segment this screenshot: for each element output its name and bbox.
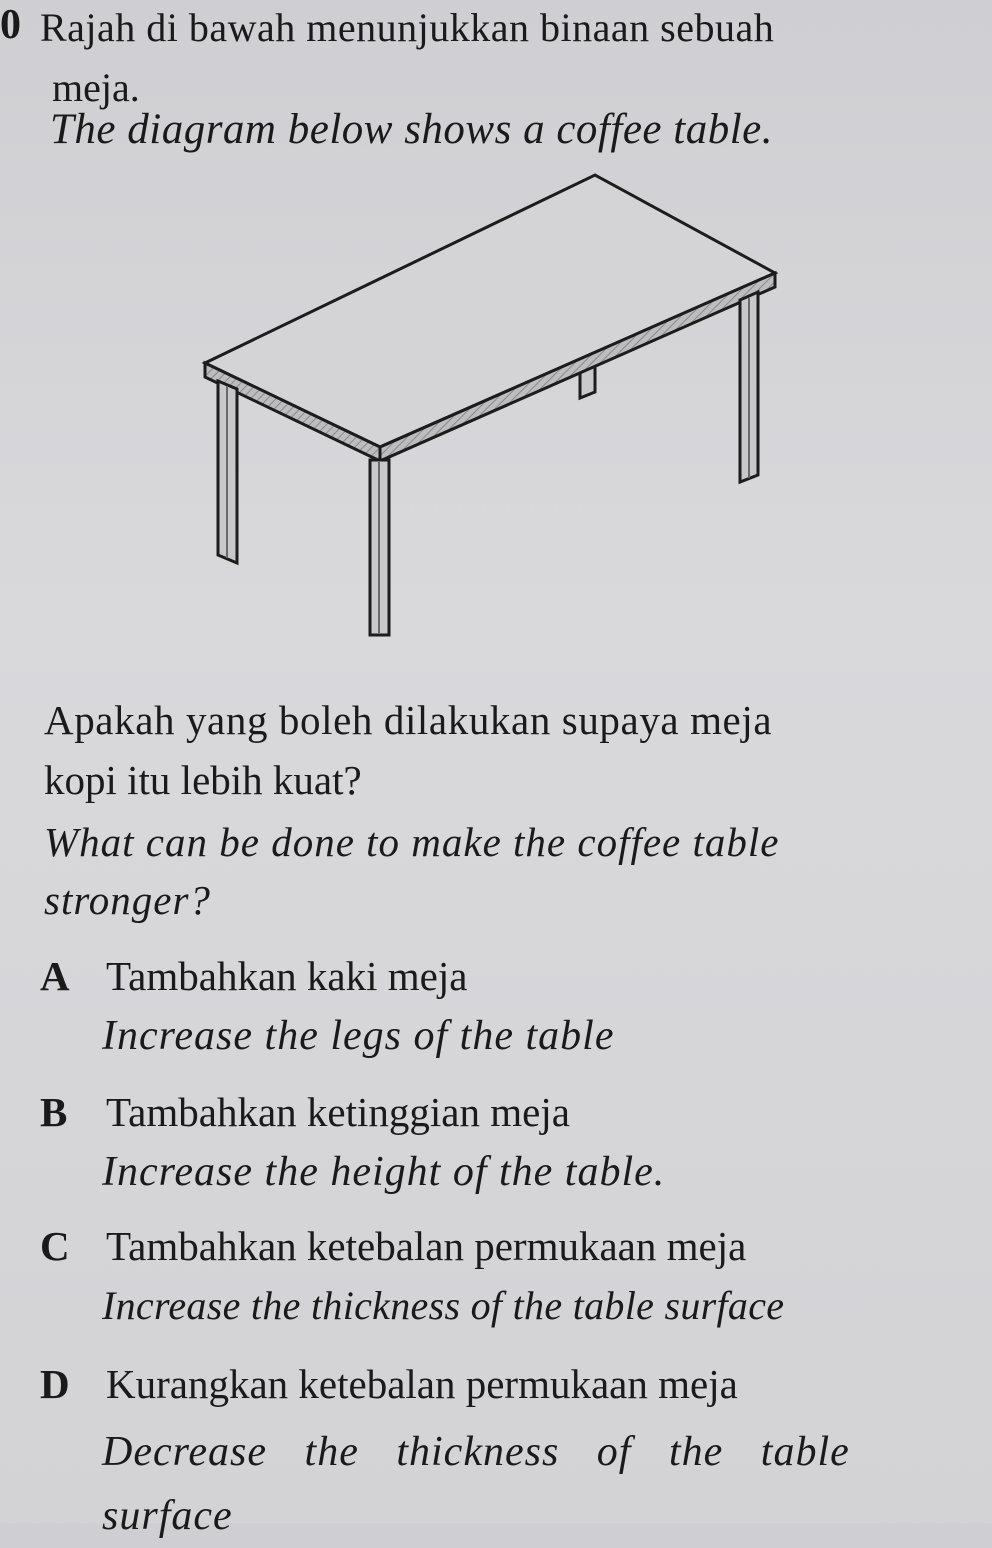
option-english-text: Increase the legs of the table: [102, 1013, 615, 1059]
option-malay-text: Tambahkan ketinggian meja: [106, 1089, 570, 1135]
option-malay-text: Tambahkan ketebalan permukaan meja: [106, 1223, 747, 1269]
question-number: 0: [0, 2, 21, 48]
question-malay-line-2: kopi itu lebih kuat?: [44, 757, 362, 803]
intro-malay-line-2: meja.: [52, 65, 140, 110]
intro-english: The diagram below shows a coffee table.: [50, 106, 773, 153]
option-malay-text: Tambahkan kaki meja: [106, 953, 468, 999]
question-english-line-1: What can be done to make the coffee table: [44, 819, 780, 865]
option-letter: C: [40, 1223, 70, 1269]
option-english-text: Increase the height of the table.: [102, 1149, 666, 1195]
question-english-line-2: stronger?: [44, 877, 211, 923]
intro-malay-line-1: Rajah di bawah menunjukkan binaan sebuah: [40, 5, 775, 50]
option-letter: B: [40, 1089, 68, 1135]
option-letter: A: [40, 953, 70, 999]
coffee-table-icon: [190, 170, 790, 650]
question-malay-line-1: Apakah yang boleh dilakukan supaya meja: [44, 697, 773, 743]
option-malay-text: Kurangkan ketebalan permukaan meja: [106, 1361, 738, 1407]
option-english-line-2: surface: [102, 1493, 233, 1539]
option-letter: D: [40, 1361, 70, 1407]
option-english-text: [102, 1420, 942, 1548]
option-english-text: Increase the thickness of the table surface: [102, 1283, 785, 1328]
option-english-line-1: Decrease the thickness of the table: [102, 1429, 850, 1475]
